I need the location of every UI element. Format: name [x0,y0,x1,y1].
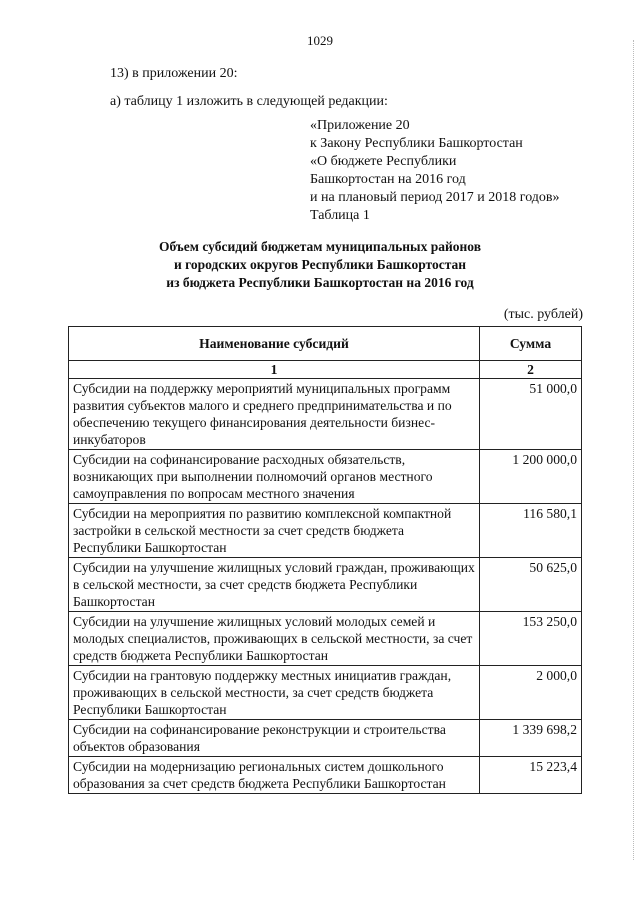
table-row [69,450,582,504]
subsidy-name: Субсидии на софинансирование реконструкции и строительства объектов образования [69,720,480,757]
table-row [69,504,582,558]
appendix-line: и на плановый период 2017 и 2018 годов» [310,190,560,205]
table-row [69,720,582,757]
table-header-row [69,327,582,361]
column-number: 2 [480,361,582,379]
subsidy-amount: 15 223,4 [480,757,582,794]
subsidy-name: Субсидии на софинансирование расходных обязательств, возникающих при выполнении полномочий органов местного самоуправления по вопросам местного значения [69,450,480,504]
subsidy-amount: 50 625,0 [480,558,582,612]
title-line: Объем субсидий бюджетам муниципальных районов [159,239,481,254]
subsidy-name: Субсидии на мероприятия по развитию комплексной компактной застройки в сельской местности за счет средств бюджета Республики Башкортостан [69,504,480,558]
subsidy-amount: 153 250,0 [480,612,582,666]
subsidy-amount: 1 200 000,0 [480,450,582,504]
document-title [0,238,640,292]
table-row [69,379,582,450]
table-row [69,612,582,666]
subsidy-amount: 51 000,0 [480,379,582,450]
intro-item: 13) в приложении 20: [110,66,238,81]
appendix-line: «Приложение 20 [310,118,410,133]
subsidies-table [68,326,582,794]
subsidy-name: Субсидии на улучшение жилищных условий молодых семей и молодых специалистов, проживающих в сельской местности, за счет средств бюджета Республики Башкортостан [69,612,480,666]
table-row [69,558,582,612]
subsidy-amount: 1 339 698,2 [480,720,582,757]
subsidy-name: Субсидии на улучшение жилищных условий граждан, проживающих в сельской местности, за счет средств бюджета Республики Башкортостан [69,558,480,612]
appendix-line: Башкортостан на 2016 год [310,172,466,187]
title-line: и городских округов Республики Башкортостан [173,257,467,272]
header-amount: Сумма [480,327,582,361]
appendix-line: к Закону Республики Башкортостан [310,136,523,151]
table-label: Таблица 1 [310,208,370,223]
subsidy-name: Субсидии на модернизацию региональных систем дошкольного образования за счет средств бюджета Республики Башкортостан [69,757,480,794]
subsidy-name: Субсидии на грантовую поддержку местных инициатив граждан, проживающих в сельской местности, за счет средств бюджета Республики Башкортостан [69,666,480,720]
table-row [69,757,582,794]
table-row [69,666,582,720]
appendix-header [310,117,560,225]
unit-label: (тыс. рублей) [503,307,583,322]
page-number: 1029 [307,33,333,48]
appendix-line: «О бюджете Республики [310,154,457,169]
title-line: из бюджета Республики Башкортостан на 2016 год [166,275,474,290]
intro-subitem: а) таблицу 1 изложить в следующей редакции: [110,94,388,109]
subsidy-amount: 2 000,0 [480,666,582,720]
column-number-row [69,361,582,379]
subsidy-amount: 116 580,1 [480,504,582,558]
subsidy-name: Субсидии на поддержку мероприятий муниципальных программ развития субъектов малого и среднего предпринимательства и по обеспечению текущего финансирования деятельности бизнес-инкубаторов [69,379,480,450]
scan-edge-marks [630,40,634,860]
header-name: Наименование субсидий [69,327,480,361]
column-number: 1 [69,361,480,379]
